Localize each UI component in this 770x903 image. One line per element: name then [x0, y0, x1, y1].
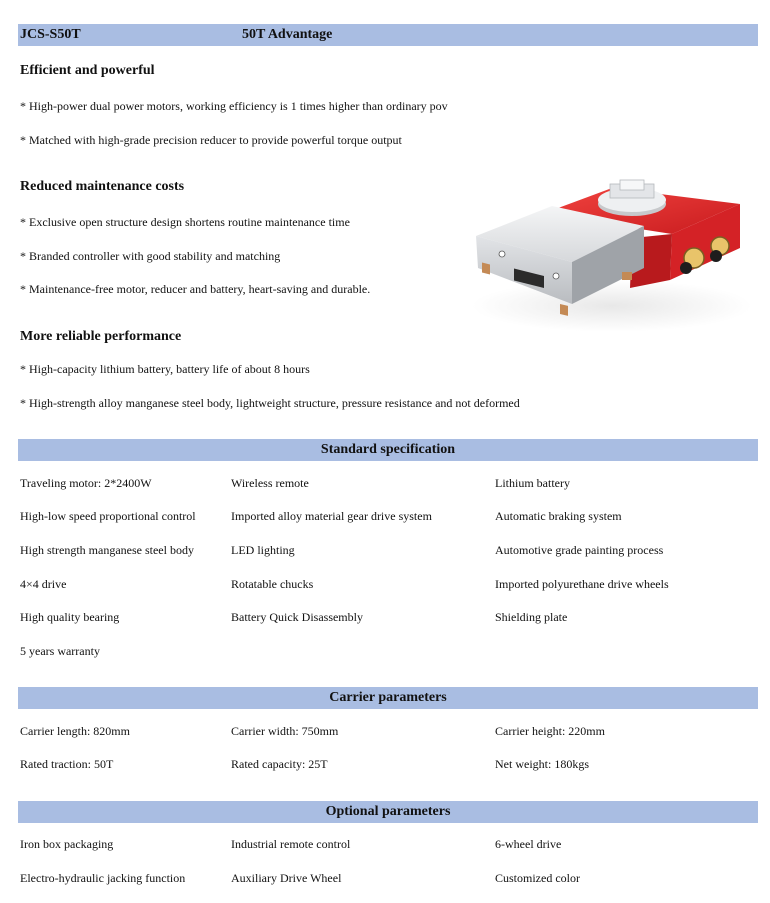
carrier-param-cell: Carrier length: 820mm: [20, 724, 130, 738]
carrier-param-cell: Carrier width: 750mm: [231, 724, 339, 738]
carrier-params-bar: Carrier parameters: [18, 687, 758, 709]
spec-cell: 5 years warranty: [20, 644, 100, 658]
bullet-item: * High-capacity lithium battery, battery life of about 8 hours: [20, 362, 310, 376]
spec-cell: Traveling motor: 2*2400W: [20, 476, 152, 490]
carrier-product-image: [472, 176, 760, 336]
spec-cell: Shielding plate: [495, 610, 568, 624]
spec-cell: High-low speed proportional control: [20, 509, 196, 523]
spec-cell: Automotive grade painting process: [495, 543, 664, 557]
section-heading-reliable: More reliable performance: [20, 329, 182, 344]
spec-cell: Imported alloy material gear drive system: [231, 509, 432, 523]
spec-cell: LED lighting: [231, 543, 295, 557]
section-heading-efficient: Efficient and powerful: [20, 63, 155, 78]
standard-spec-bar: Standard specification: [18, 439, 758, 461]
header-bar: [18, 24, 758, 46]
optional-param-cell: Auxiliary Drive Wheel: [231, 871, 342, 885]
carrier-param-cell: Rated traction: 50T: [20, 757, 114, 771]
spec-cell: 4×4 drive: [20, 577, 67, 591]
model-code: JCS-S50T: [20, 27, 81, 42]
optional-param-cell: Iron box packaging: [20, 837, 114, 851]
optional-param-cell: Customized color: [495, 871, 580, 885]
optional-param-cell: Industrial remote control: [231, 837, 351, 851]
page-title: 50T Advantage: [242, 27, 333, 42]
spec-cell: High quality bearing: [20, 610, 120, 624]
spec-cell: Battery Quick Disassembly: [231, 610, 363, 624]
bullet-item: * High-power dual power motors, working efficiency is 1 times higher than ordinary pov: [20, 99, 448, 113]
bullet-item: * Matched with high-grade precision reducer to provide powerful torque output: [20, 133, 402, 147]
spec-cell: Automatic braking system: [495, 509, 622, 523]
carrier-param-cell: Net weight: 180kgs: [495, 757, 589, 771]
section-heading-maintenance: Reduced maintenance costs: [20, 179, 185, 194]
carrier-param-cell: Rated capacity: 25T: [231, 757, 328, 771]
bullet-item: * Maintenance-free motor, reducer and battery, heart-saving and durable.: [20, 282, 371, 296]
optional-param-cell: Electro-hydraulic jacking function: [20, 871, 186, 885]
bullet-item: * High-strength alloy manganese steel body, lightweight structure, pressure resistance and not deformed: [20, 396, 520, 410]
carrier-param-cell: Carrier height: 220mm: [495, 724, 605, 738]
spec-cell: Rotatable chucks: [231, 577, 314, 591]
spec-cell: Imported polyurethane drive wheels: [495, 577, 669, 591]
bullet-item: * Exclusive open structure design shortens routine maintenance time: [20, 215, 350, 229]
spec-cell: Lithium battery: [495, 476, 570, 490]
optional-params-bar: Optional parameters: [18, 801, 758, 823]
spec-cell: Wireless remote: [231, 476, 309, 490]
optional-param-cell: 6-wheel drive: [495, 837, 562, 851]
spec-cell: High strength manganese steel body: [20, 543, 194, 557]
bullet-item: * Branded controller with good stability and matching: [20, 249, 281, 263]
